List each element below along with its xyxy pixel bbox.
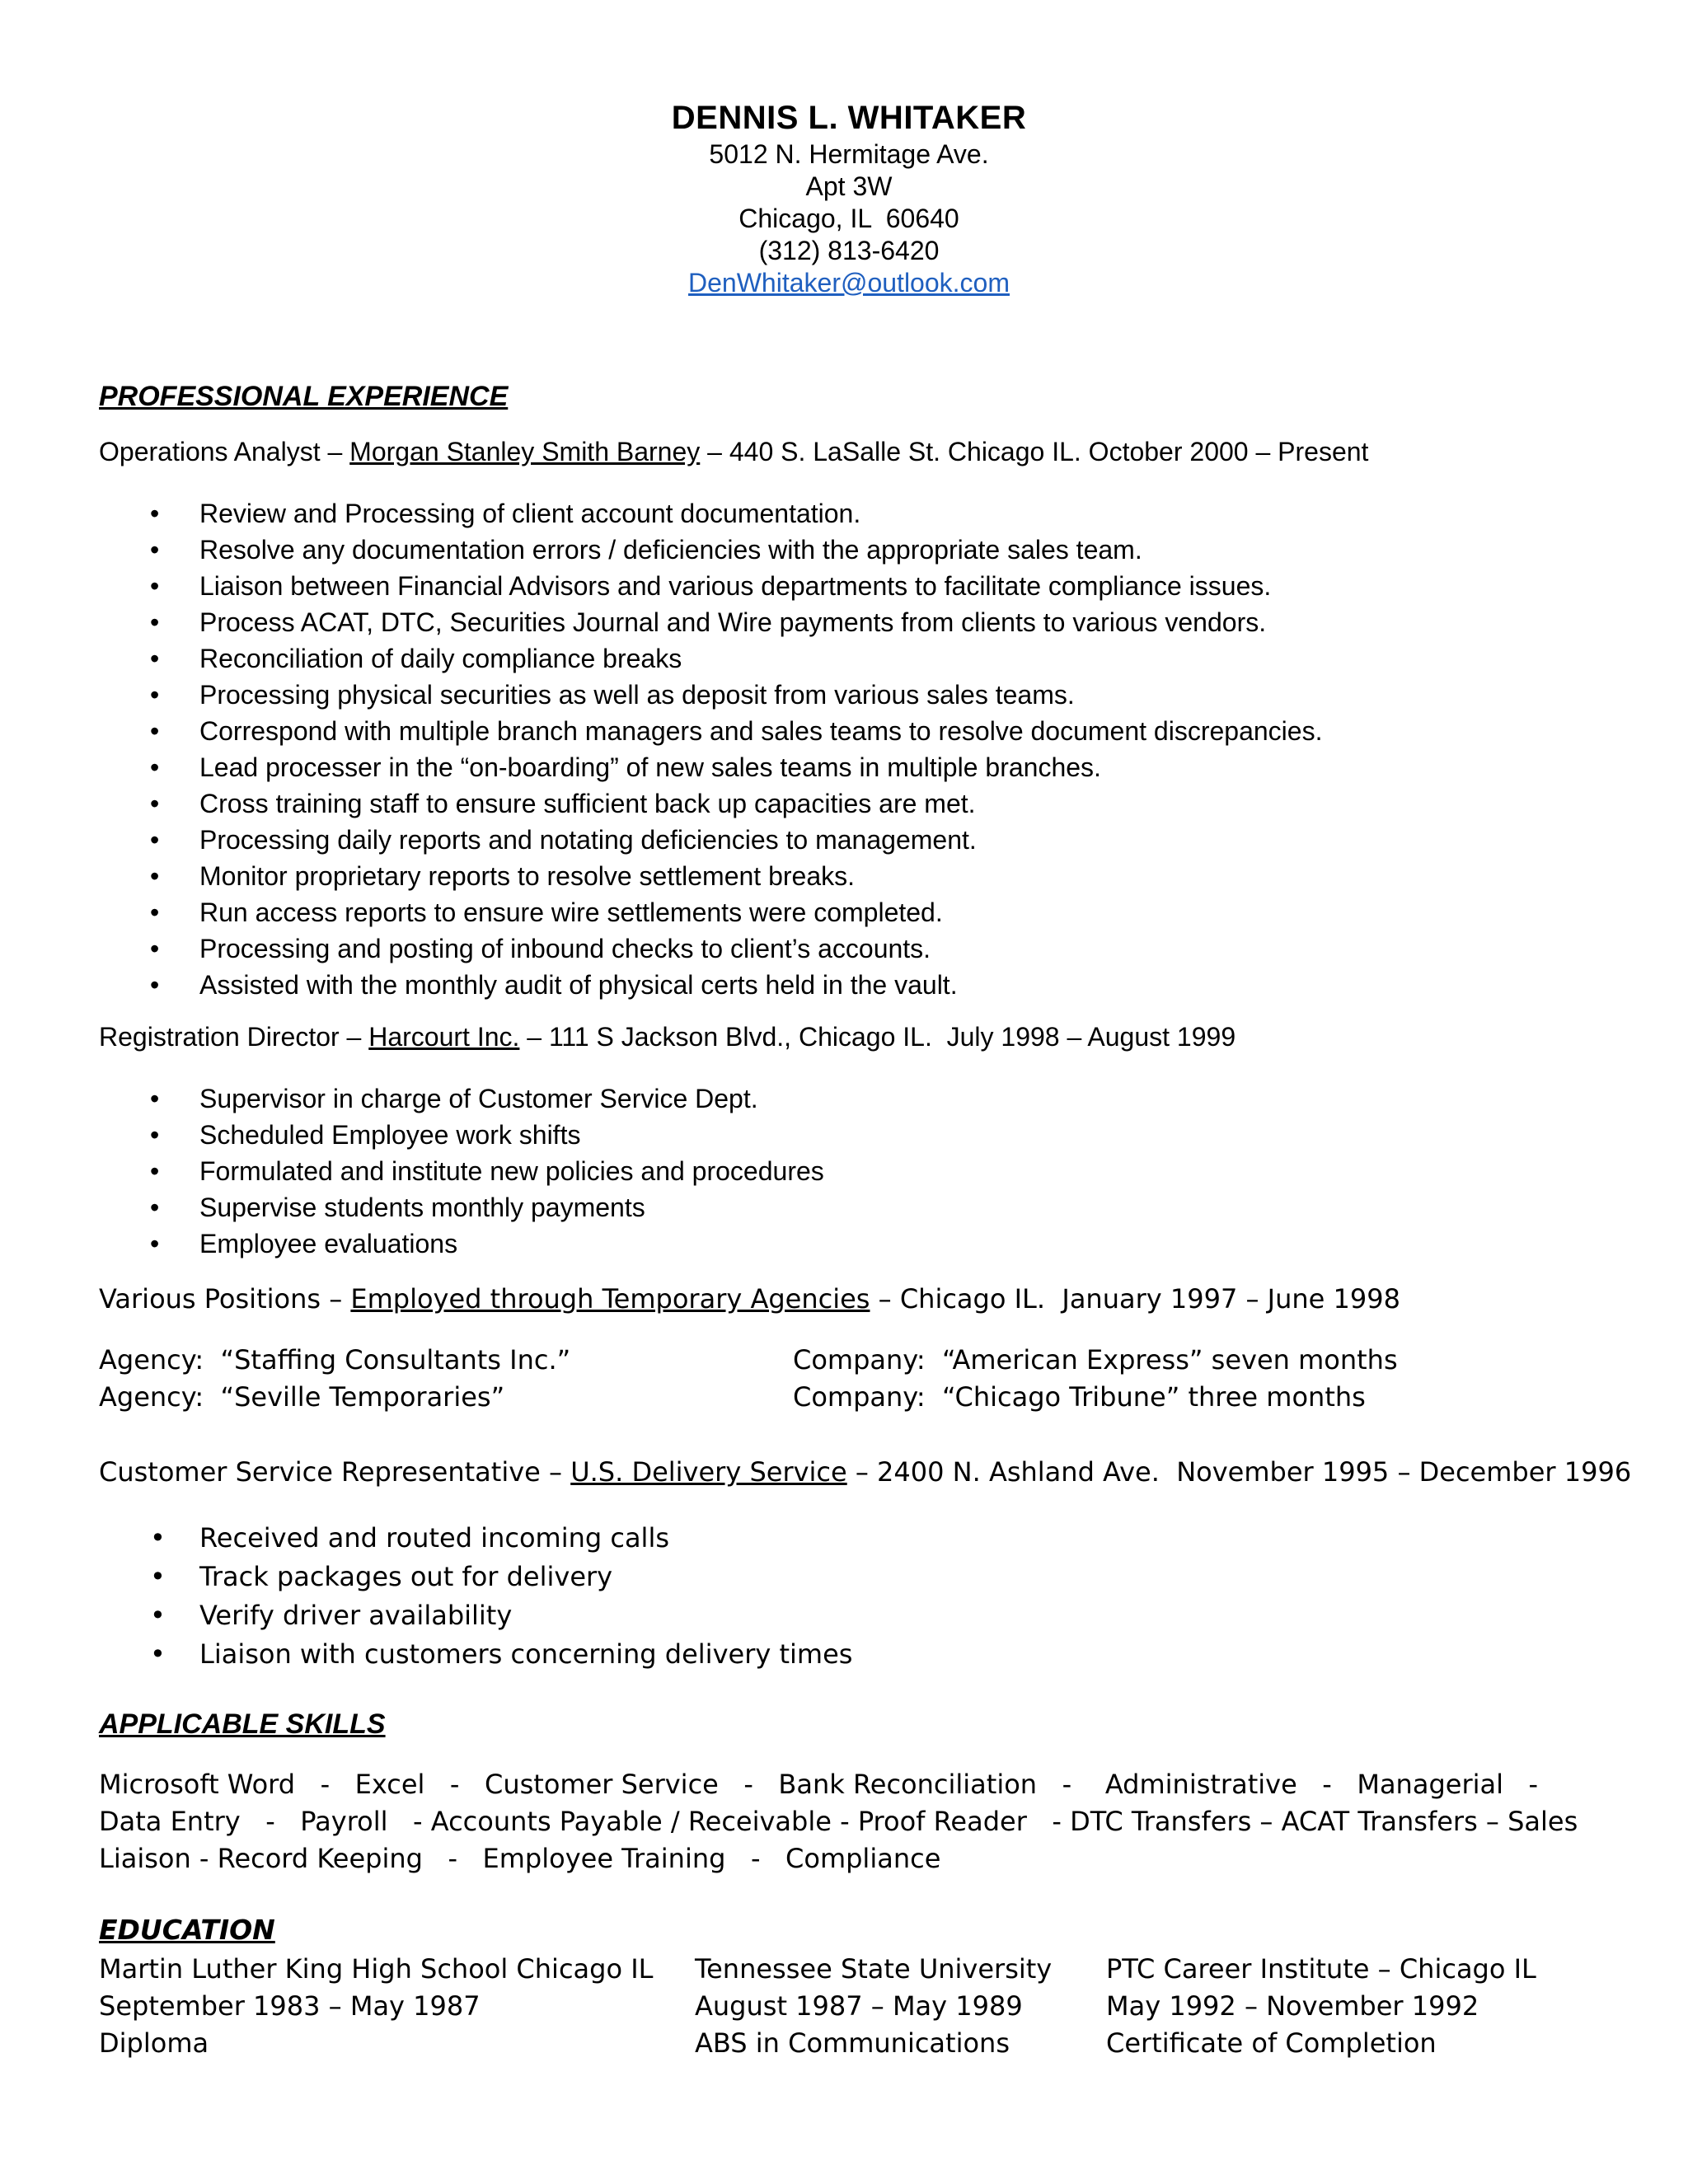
job-3-company: Employed through Temporary Agencies [350,1283,870,1315]
education-heading: EDUCATION [99,1914,275,1946]
school-dates: May 1992 – November 1992 [1106,1990,1479,2022]
job-2-duties [99,1080,824,1262]
school-credential: Diploma [99,2027,209,2059]
job-3-heading [99,1283,1400,1315]
school-entry [1106,1951,1536,2062]
list-item: • Processing and posting of inbound checks to client’s accounts. [99,930,1322,967]
school-name: Martin Luther King High School Chicago IL [99,1953,654,1985]
email-link[interactable]: DenWhitaker@outlook.com [688,268,1010,298]
school-dates: September 1983 – May 1987 [99,1990,481,2022]
job-2-role: Registration Director – [99,1022,369,1052]
job-4-role: Customer Service Representative – [99,1456,571,1488]
agency-name: Agency: “Staffing Consultants Inc.” [99,1344,571,1376]
address-line-1: 5012 N. Hermitage Ave. [709,139,989,169]
agency-list [99,1342,1599,1416]
skills-list: Microsoft Word - Excel - Customer Service - Bank Reconciliation - Administrative - Managerial - Data Entry - Payroll - Accounts Payable / Receivable - Proof Reader - DTC Transfers – ACAT Transfers – Sales Liaison - Record Keeping - Employee Training - Compliance [99,1769,1587,1874]
list-item: • Track packages out for delivery [99,1558,852,1596]
list-item: • Liaison with customers concerning delivery times [99,1635,852,1674]
agency-name: Agency: “Seville Temporaries” [99,1381,505,1413]
list-item: • Employee evaluations [99,1226,824,1262]
job-4-heading [99,1456,1631,1488]
list-item: • Correspond with multiple branch managers and sales teams to resolve document discrepancies. [99,713,1322,749]
list-item: • Processing daily reports and notating deficiencies to management. [99,822,1322,858]
job-1-role: Operations Analyst – [99,437,350,466]
list-item: • Monitor proprietary reports to resolve settlement breaks. [99,858,1322,894]
agency-company: Company: “American Express” seven months [793,1344,1398,1376]
list-item: • Run access reports to ensure wire settlements were completed. [99,894,1322,930]
list-item: • Formulated and institute new policies and procedures [99,1153,824,1189]
candidate-name: DENNIS L. WHITAKER [671,100,1027,136]
list-item: • Verify driver availability [99,1596,852,1635]
list-item: • Assisted with the monthly audit of physical certs held in the vault. [99,967,1322,1003]
job-4-duties [99,1519,852,1674]
list-item: • Scheduled Employee work shifts [99,1117,824,1153]
list-item: • Cross training staff to ensure sufficient back up capacities are met. [99,785,1322,822]
city-state-zip: Chicago, IL 60640 [738,204,959,233]
experience-heading: PROFESSIONAL EXPERIENCE [99,381,509,412]
list-item: • Received and routed incoming calls [99,1519,852,1558]
school-entry [99,1951,653,2062]
school-name: Tennessee State University [695,1953,1053,1985]
agency-row [99,1342,1599,1379]
job-2-company: Harcourt Inc. [368,1022,520,1052]
job-1-company: Morgan Stanley Smith Barney [349,437,701,466]
list-item: • Supervise students monthly payments [99,1189,824,1226]
job-2-heading [99,1022,1236,1052]
list-item: • Reconciliation of daily compliance breaks [99,640,1322,677]
job-4-company: U.S. Delivery Service [570,1456,847,1488]
school-name: PTC Career Institute – Chicago IL [1106,1953,1536,1985]
agency-company: Company: “Chicago Tribune” three months [793,1381,1366,1413]
job-2-details: – 111 S Jackson Blvd., Chicago IL. July 1998 – August 1999 [519,1022,1236,1052]
school-entry [695,1951,1052,2062]
job-1-duties [99,495,1322,1003]
job-3-details: – Chicago IL. January 1997 – June 1998 [870,1283,1400,1315]
school-credential: Certificate of Completion [1106,2027,1437,2059]
list-item: • Resolve any documentation errors / deficiencies with the appropriate sales team. [99,532,1322,568]
job-1-heading [99,437,1368,467]
list-item: • Lead processer in the “on-boarding” of new sales teams in multiple branches. [99,749,1322,785]
job-4-details: – 2400 N. Ashland Ave. November 1995 – December 1996 [846,1456,1632,1488]
phone-number: (312) 813-6420 [758,236,940,265]
skills-heading: APPLICABLE SKILLS [99,1708,386,1740]
list-item: • Processing physical securities as well as deposit from various sales teams. [99,677,1322,713]
list-item: • Supervisor in charge of Customer Service Dept. [99,1080,824,1117]
agency-row [99,1379,1599,1416]
contact-header [99,97,1599,299]
school-credential: ABS in Communications [695,2027,1010,2059]
job-3-role: Various Positions – [99,1283,351,1315]
list-item: • Process ACAT, DTC, Securities Journal and Wire payments from clients to various vendors. [99,604,1322,640]
job-1-details: – 440 S. LaSalle St. Chicago IL. October 2000 – Present [700,437,1369,466]
school-dates: August 1987 – May 1989 [695,1990,1023,2022]
list-item: • Liaison between Financial Advisors and various departments to facilitate compliance issues. [99,568,1322,604]
address-line-2: Apt 3W [805,171,893,201]
list-item: • Review and Processing of client account documentation. [99,495,1322,532]
